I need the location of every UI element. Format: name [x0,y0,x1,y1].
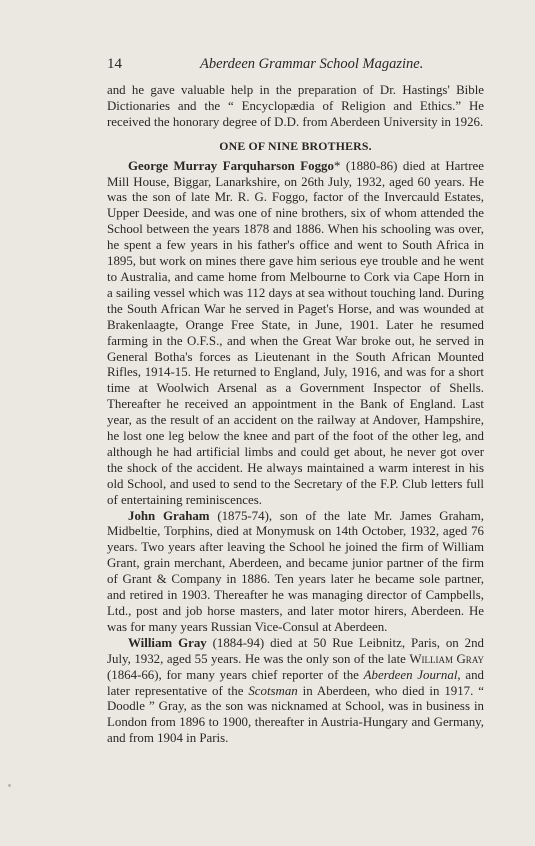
obituary-text: * (1880-86) died at Hartree Mill House, Biggar, Lanarkshire, on 26th July, 1932, aged 60 years. He was the son of late Mr. R. G. Foggo, factor of the Invercauld Estates, Upper Deeside, and was one of nine brothers, six of whom attended the School between the years 1878 and 1886. When his schooling was over, he spent a few years in his father's office and went to South Africa in 1895, but work on mines there gave him serious eye trouble and he went to Australia, and came home from Melbourne to Cork via Cape Horn in a sailing vessel which was 112 days at sea without touching land. During the South African War he served in Paget's Horse, and was wounded at Brakenlaagte, Orange Free State, in June, 1901. Later he resumed farming in the O.F.S., and when the Great War broke out, he served in General Botha's forces as Lieutenant in the South African Mounted Rifles, 1914-15. He returned to England, July, 1916, and was for a short time at Woolwich Arsenal as a Government Inspector of Shells. Thereafter he received an appointment in the Bank of England. Last year, as the result of an accident on the railway at Andover, Hampshire, he lost one leg below the knee and part of the foot of the other leg, and although he had artificial limbs and could get about, he never got over the shock of the accident. He always maintained a warm interest in his old School, and used to send to the Secretary of the F.P. Club letters full of entertaining reminiscences. [107,158,484,507]
running-title: Aberdeen Grammar School Magazine. [200,56,424,72]
page-number: 14 [107,56,122,72]
obituary-gray [107,636,484,747]
obituary-graham [107,509,484,636]
obituary-name: John Graham [128,508,210,523]
obituary-foggo [107,159,484,509]
journal-title: Aberdeen Journal [363,667,458,682]
obituary-text: in Aberdeen, who died in 1917. “ Doodle ” Gray, as the son was nicknamed at School, was in business in London from 1896 to 1900, thereafter in Austria-Hungary and Germany, and from 1904 in Paris. [107,683,484,746]
paper-speck [8,784,11,787]
intro-paragraph [107,83,484,131]
section-heading: ONE OF NINE BROTHERS. [219,138,372,153]
obituary-text: , and later representative of the [107,667,484,698]
intro-text: and he gave valuable help in the preparation of Dr. Hastings' Bible Dictionaries and the “ Encyclopædia of Religion and Ethics.” He received the honorary degree of D.D. from Aberdeen University in 1926. [107,83,484,129]
obituary-name: William Gray [128,635,207,650]
newspaper-title: Scotsman [248,683,298,698]
obituary-name: George Murray Farquharson Foggo [128,158,334,173]
obituary-text: (1864-66), for many years chief reporter of the [107,667,364,682]
obituary-text: (1875-74), son of the late Mr. James Graham, Midbeltie, Torphins, died at Monymusk on 14th October, 1932, aged 76 years. Two years after leaving the School he joined the firm of William Grant, grain merchant, Aberdeen, and became junior partner of the firm of Grant & Company in 1886. Ten years later he became sole partner, and retired in 1903. Thereafter he was managing director of Campbells, Ltd., post and job horse masters, and later motor hirers, Aberdeen. He was for many years Russian Vice-Consul at Aberdeen. [107,508,484,634]
page-header [0,52,535,74]
article-body [107,83,484,747]
father-name: William Gray [409,651,484,666]
obituary-text: (1884-94) died at 50 Rue Leibnitz, Paris, on 2nd July, 1932, aged 55 years. He was the only son of the late [107,635,484,666]
